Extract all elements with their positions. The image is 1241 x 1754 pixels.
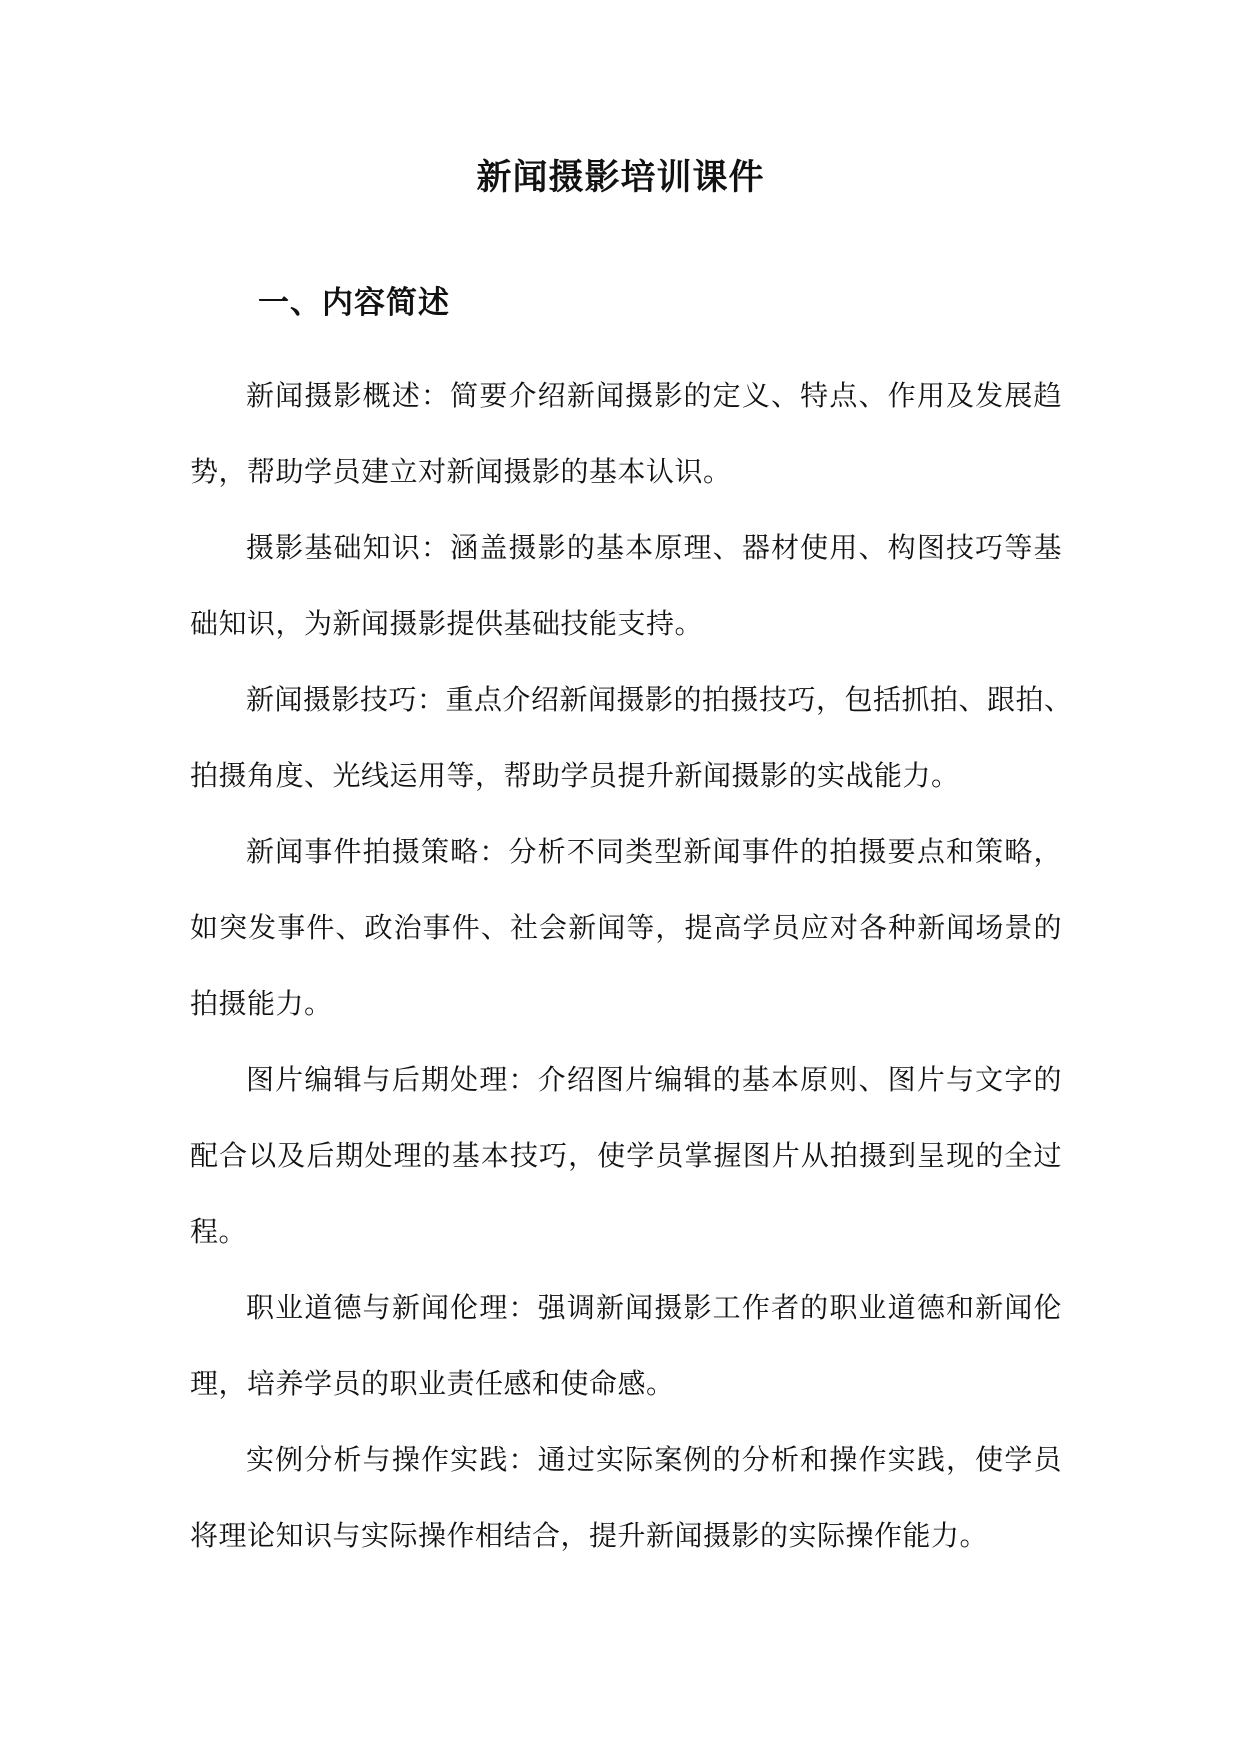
paragraph-line: 新闻事件拍摄策略：分析不同类型新闻事件的拍摄要点和策略， [246,835,1062,868]
paragraph-line: 程。 [190,1215,248,1248]
paragraph-line: 将理论知识与实际操作相结合，提升新闻摄影的实际操作能力。 [190,1519,989,1552]
paragraph-line: 摄影基础知识：涵盖摄影的基本原理、器材使用、构图技巧等基 [246,531,1062,564]
document-body [190,358,1073,1574]
document-title: 新闻摄影培训课件 [476,157,765,198]
paragraph-line: 新闻摄影技巧：重点介绍新闻摄影的拍摄技巧，包括抓拍、跟拍、 [246,683,1073,716]
paragraph-line: 如突发事件、政治事件、社会新闻等，提高学员应对各种新闻场景的 [190,911,1062,944]
paragraph [190,814,1062,1042]
paragraph-line: 实例分析与操作实践：通过实际案例的分析和操作实践，使学员 [246,1443,1062,1476]
paragraph [190,510,1062,662]
paragraph [190,1422,1062,1574]
paragraph-line: 理，培养学员的职业责任感和使命感。 [190,1367,675,1400]
paragraph [190,358,1062,510]
paragraph-line: 拍摄角度、光线运用等，帮助学员提升新闻摄影的实战能力。 [190,759,960,792]
paragraph-line: 础知识，为新闻摄影提供基础技能支持。 [190,607,704,640]
paragraph-line: 势，帮助学员建立对新闻摄影的基本认识。 [190,455,732,488]
paragraph-line: 新闻摄影概述：简要介绍新闻摄影的定义、特点、作用及发展趋 [246,379,1062,412]
paragraph [190,662,1073,814]
paragraph-line: 职业道德与新闻伦理：强调新闻摄影工作者的职业道德和新闻伦 [246,1291,1062,1324]
paragraph [190,1042,1062,1270]
paragraph-line: 配合以及后期处理的基本技巧，使学员掌握图片从拍摄到呈现的全过 [190,1139,1062,1172]
paragraph-line: 图片编辑与后期处理：介绍图片编辑的基本原则、图片与文字的 [246,1063,1062,1096]
paragraph [190,1270,1062,1422]
paragraph-line: 拍摄能力。 [190,987,333,1020]
section-heading: 一、内容简述 [258,285,450,321]
